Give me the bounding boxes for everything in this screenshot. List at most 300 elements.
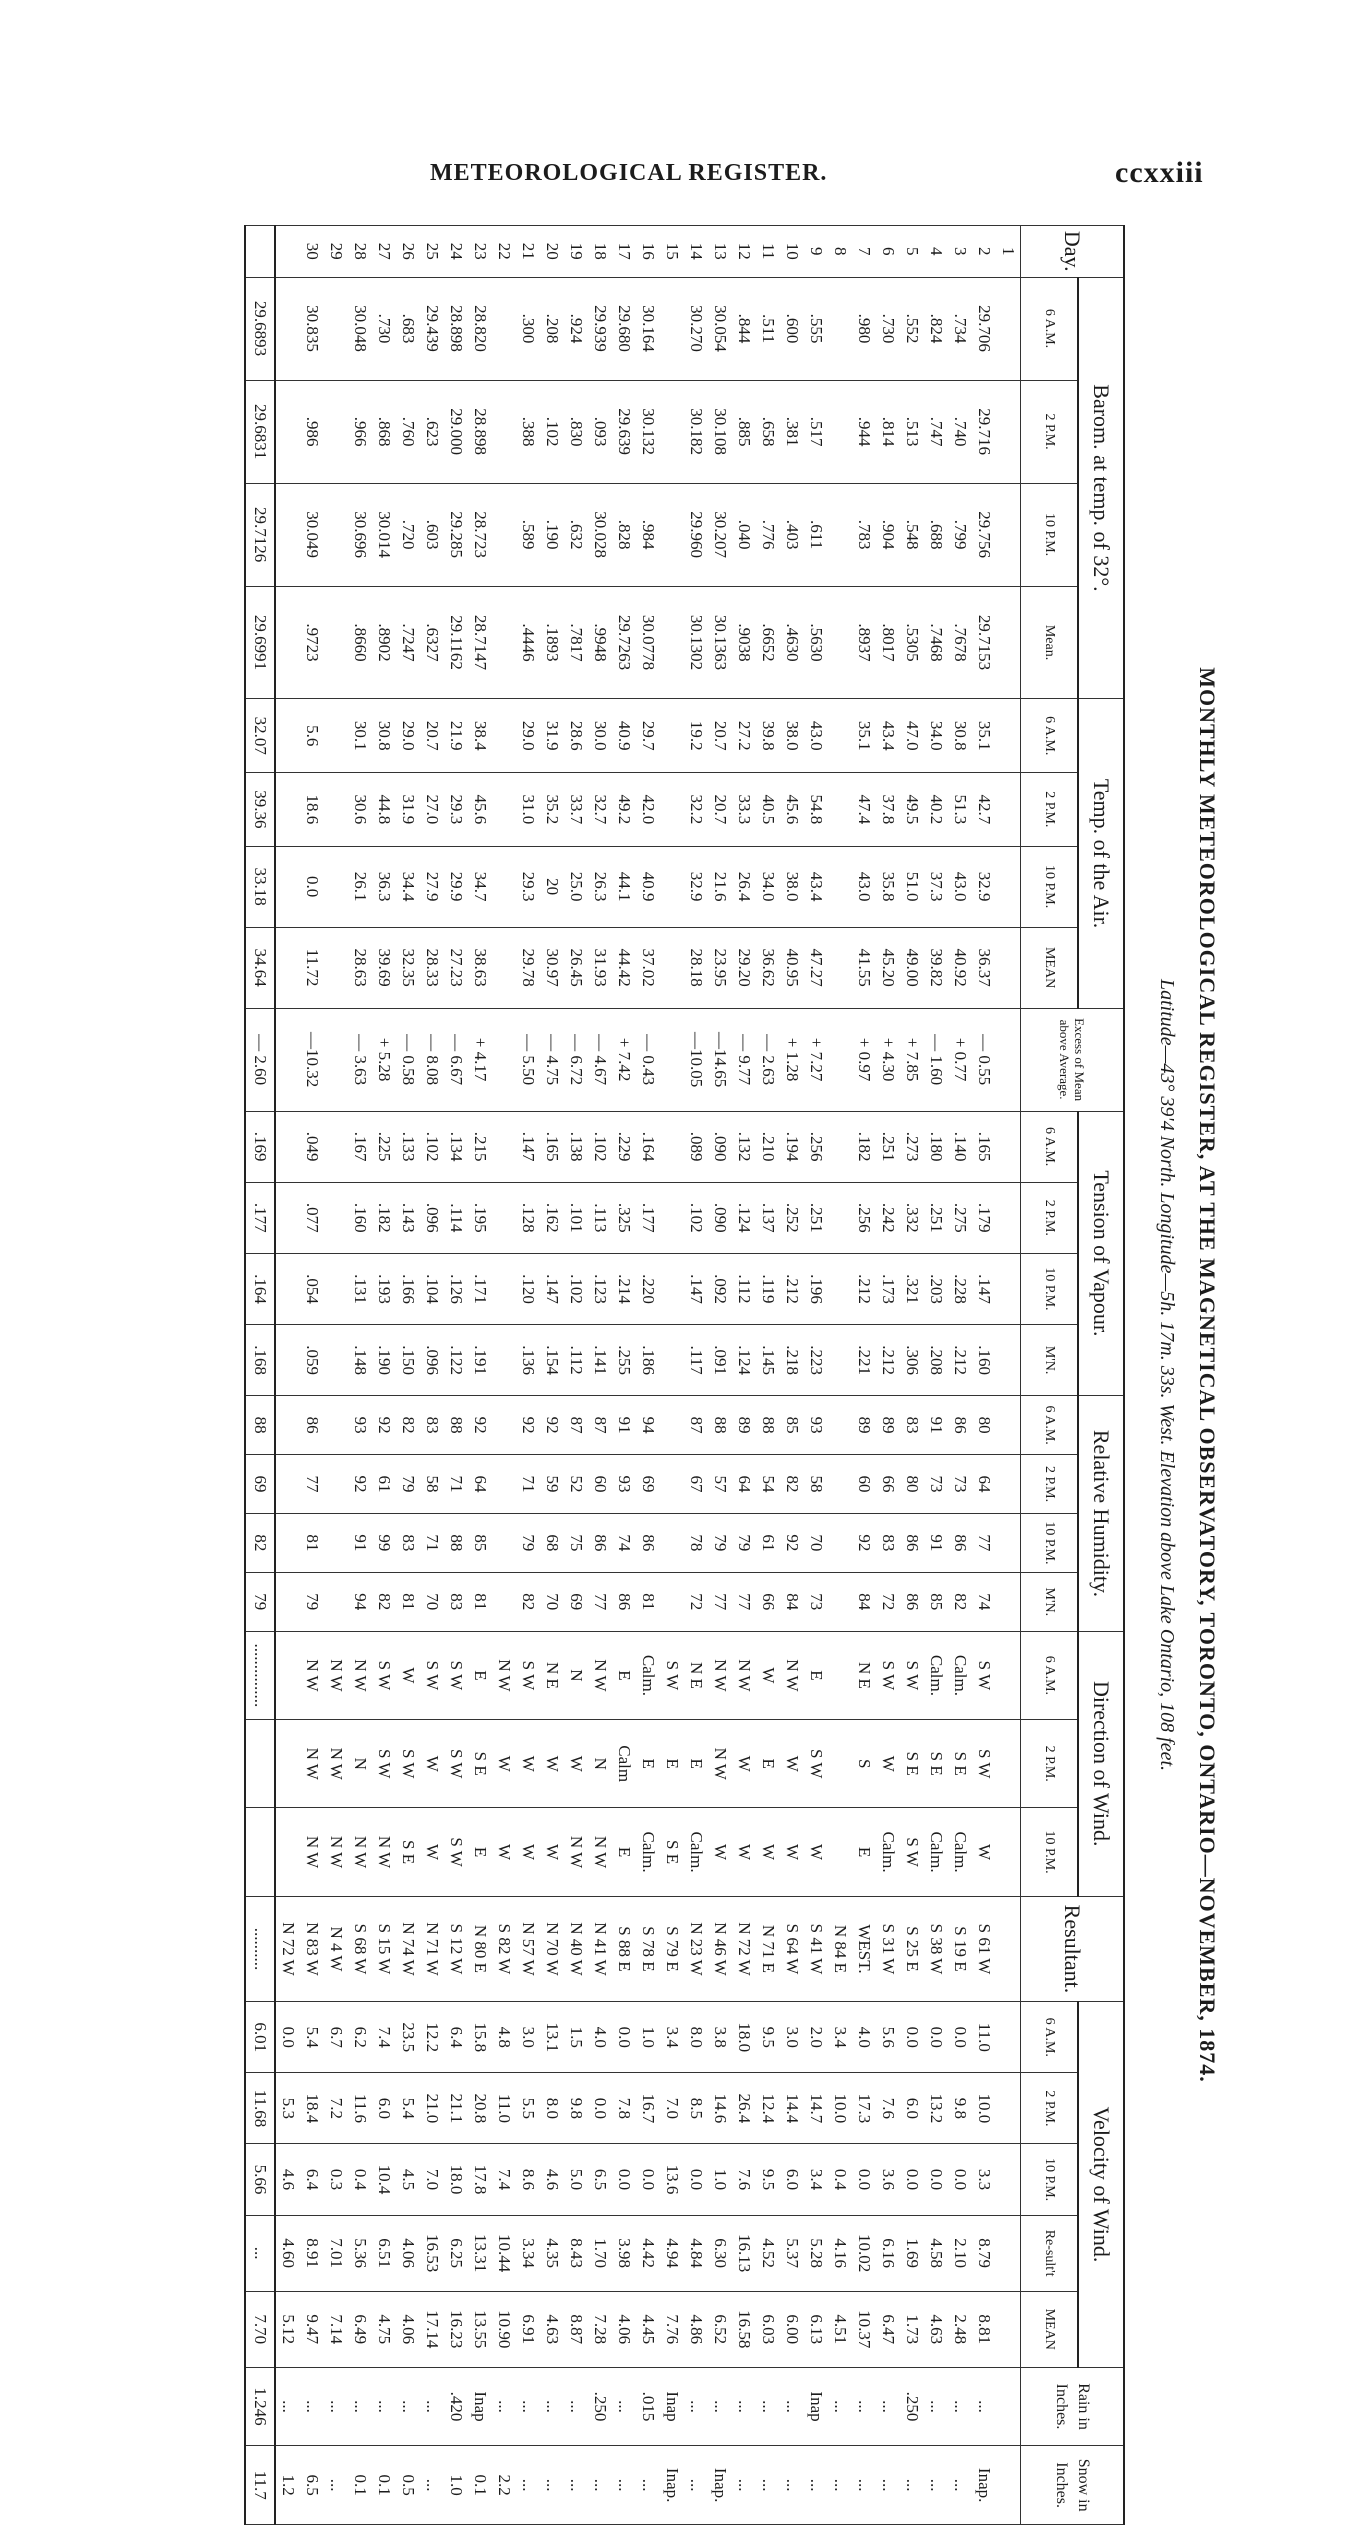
cell-t6: 27.2 [732,699,756,773]
table-row [876,226,900,2525]
cell-tm: 45.20 [876,927,900,1008]
cell-t10 [828,846,852,927]
cell-v10 [275,1253,300,1324]
cell-h10 [828,1513,852,1572]
cell-res [996,1896,1021,2001]
cell-ex: — 4.75 [540,1008,564,1111]
sub-temp-10pm: 10 P.M. [1021,846,1079,927]
cell-v10: .120 [516,1253,540,1324]
cell-hm: 77 [732,1572,756,1631]
cell-h6: 85 [780,1396,804,1455]
cell-vm: .208 [924,1325,948,1396]
cell-t6: 21.9 [444,699,468,773]
table-row [828,226,852,2525]
cell-d10: E [468,1808,492,1896]
cell-w6: 9.5 [756,2002,780,2073]
cell-v10: .196 [804,1253,828,1324]
cell-t6 [660,699,684,773]
cell-v2: .128 [516,1182,540,1253]
cell-bm: .8937 [852,586,876,699]
cell-t2: 54.8 [804,773,828,847]
cell-b2: .517 [804,380,828,483]
cell-h2: 64 [972,1455,996,1514]
cell-v6: .225 [372,1111,396,1182]
cell-vm: .306 [900,1325,924,1396]
cell-v6: .133 [396,1111,420,1182]
cell-d2: S W [396,1720,420,1808]
cell-b2: .381 [780,380,804,483]
cell-h6 [996,1396,1021,1455]
cell-t6 [324,699,348,773]
total-v2: .177 [245,1182,275,1253]
cell-h10 [324,1513,348,1572]
cell-day: 13 [708,226,732,278]
cell-v2: .251 [804,1182,828,1253]
cell-b6: 30.054 [708,277,732,380]
cell-d10: Calm. [876,1808,900,1896]
cell-v6: .102 [588,1111,612,1182]
cell-hm: 77 [708,1572,732,1631]
cell-v2: .179 [972,1182,996,1253]
cell-tm: 47.27 [804,927,828,1008]
cell-t10: 32.9 [972,846,996,927]
cell-w10: 7.4 [492,2144,516,2215]
cell-bm: 30.1363 [708,586,732,699]
total-wm: 7.70 [245,2291,275,2367]
cell-v2: .325 [612,1182,636,1253]
cell-d6: S W [516,1631,540,1719]
cell-d2: N [348,1720,372,1808]
cell-t2: 18.6 [300,773,324,847]
total-t6: 32.07 [245,699,275,773]
cell-w2: 20.8 [468,2073,492,2144]
cell-w6: 23.5 [396,2002,420,2073]
cell-d2: N [588,1720,612,1808]
cell-h6: 87 [564,1396,588,1455]
cell-bm [660,586,684,699]
cell-t2: 31.9 [396,773,420,847]
cell-b6: 29.939 [588,277,612,380]
total-hm: 79 [245,1572,275,1631]
cell-hm [996,1572,1021,1631]
cell-hm: 94 [348,1572,372,1631]
cell-w2: 26.4 [732,2073,756,2144]
cell-t2: 33.7 [564,773,588,847]
cell-h2: 64 [732,1455,756,1514]
cell-rain: .420 [444,2367,468,2446]
cell-hm: 82 [948,1572,972,1631]
cell-v10 [828,1253,852,1324]
cell-w2: 21.1 [444,2073,468,2144]
header-direction: Direction of Wind. [1078,1631,1124,1896]
cell-day: 30 [300,226,324,278]
cell-h2: 57 [708,1455,732,1514]
cell-w2: 0.0 [588,2073,612,2144]
cell-ex: + 5.28 [372,1008,396,1111]
cell-d2: E [684,1720,708,1808]
cell-h10: 92 [780,1513,804,1572]
header-temp: Temp. of the Air. [1078,699,1124,1008]
cell-b10: .040 [732,483,756,586]
cell-w6: 18.0 [732,2002,756,2073]
total-tm: 34.64 [245,927,275,1008]
table-row [492,226,516,2525]
cell-day: 22 [492,226,516,278]
cell-w10: 4.5 [396,2144,420,2215]
cell-b6: .511 [756,277,780,380]
cell-bm: 28.7147 [468,586,492,699]
cell-h10: 85 [468,1513,492,1572]
sub-humidity-10pm: 10 P.M. [1021,1513,1079,1572]
cell-bm: .4630 [780,586,804,699]
cell-wm: 8.87 [564,2291,588,2367]
cell-t6: 35.1 [972,699,996,773]
cell-res: N 23 W [684,1896,708,2001]
cell-bm: .8017 [876,586,900,699]
cell-d2: Calm [612,1720,636,1808]
cell-t10 [660,846,684,927]
cell-w6: 1.0 [636,2002,660,2073]
total-b2: 29.6831 [245,380,275,483]
cell-w2: 14.4 [780,2073,804,2144]
cell-b10: 30.049 [300,483,324,586]
cell-snow: ... [828,2446,852,2525]
cell-v10: .171 [468,1253,492,1324]
cell-bm: .7247 [396,586,420,699]
cell-w6: 3.4 [828,2002,852,2073]
cell-d10: E [612,1808,636,1896]
cell-rain: ... [612,2367,636,2446]
cell-wr: 16.53 [420,2215,444,2291]
cell-hm: 77 [588,1572,612,1631]
sub-humidity-2pm: 2 P.M. [1021,1455,1079,1514]
cell-h6: 87 [588,1396,612,1455]
cell-day: 21 [516,226,540,278]
cell-v10: .102 [564,1253,588,1324]
cell-rain: ... [324,2367,348,2446]
cell-b10: 29.756 [972,483,996,586]
cell-h2: 93 [612,1455,636,1514]
cell-t10: 34.0 [756,846,780,927]
cell-w6: 6.7 [324,2002,348,2073]
cell-b6: 30.270 [684,277,708,380]
cell-h10: 71 [420,1513,444,1572]
cell-w2: 5.4 [396,2073,420,2144]
cell-d6: Calm. [924,1631,948,1719]
cell-vm: .160 [972,1325,996,1396]
cell-d2: N W [324,1720,348,1808]
cell-vm: .212 [876,1325,900,1396]
cell-t10 [275,846,300,927]
cell-vm: .255 [612,1325,636,1396]
cell-hm: 72 [684,1572,708,1631]
cell-h2: 64 [468,1455,492,1514]
cell-hm: 74 [972,1572,996,1631]
cell-b6: 30.835 [300,277,324,380]
cell-d2: W [564,1720,588,1808]
cell-rain: ... [828,2367,852,2446]
cell-day: 8 [828,226,852,278]
cell-res: S 31 W [876,1896,900,2001]
cell-d10 [828,1808,852,1896]
cell-day [275,226,300,278]
cell-b10: 29.285 [444,483,468,586]
cell-b2: .747 [924,380,948,483]
cell-d6: N W [492,1631,516,1719]
cell-h2: 60 [852,1455,876,1514]
cell-w2: 7.8 [612,2073,636,2144]
cell-wr: 8.79 [972,2215,996,2291]
cell-b10 [996,483,1021,586]
cell-w6: 0.0 [900,2002,924,2073]
cell-w2: 5.3 [275,2073,300,2144]
cell-h10: 91 [924,1513,948,1572]
cell-d10: Calm. [636,1808,660,1896]
cell-wm: 1.73 [900,2291,924,2367]
cell-v10 [492,1253,516,1324]
cell-vm: .186 [636,1325,660,1396]
cell-w10: 6.5 [588,2144,612,2215]
cell-w6 [996,2002,1021,2073]
cell-ex: — 6.72 [564,1008,588,1111]
cell-d6: N E [540,1631,564,1719]
cell-wr: 4.94 [660,2215,684,2291]
cell-h10: 68 [540,1513,564,1572]
cell-v10: .104 [420,1253,444,1324]
cell-res: N 57 W [516,1896,540,2001]
cell-t10: 0.0 [300,846,324,927]
cell-ex: + 0.97 [852,1008,876,1111]
cell-b10: .720 [396,483,420,586]
register-subtitle: Latitude—43° 39'4 North. Longitude—5h. 17m. 33s. West. Elevation above Lake Ontario, 108 feet. [1156,978,1178,1772]
cell-h10: 88 [444,1513,468,1572]
cell-w2: 9.8 [948,2073,972,2144]
cell-h6: 92 [468,1396,492,1455]
cell-b10: .799 [948,483,972,586]
cell-bm: 29.7153 [972,586,996,699]
cell-t2: 40.2 [924,773,948,847]
cell-vm: .212 [948,1325,972,1396]
cell-b10: .984 [636,483,660,586]
cell-h6: 89 [732,1396,756,1455]
cell-h2 [660,1455,684,1514]
total-d6: ............... [245,1631,275,1719]
cell-b6 [275,277,300,380]
cell-h10: 86 [636,1513,660,1572]
cell-tm: 26.45 [564,927,588,1008]
cell-day: 14 [684,226,708,278]
cell-day: 16 [636,226,660,278]
cell-bm: .5630 [804,586,828,699]
cell-ex: — 8.08 [420,1008,444,1111]
cell-hm: 82 [516,1572,540,1631]
cell-t10: 40.9 [636,846,660,927]
cell-h2: 66 [876,1455,900,1514]
cell-snow: ... [420,2446,444,2525]
cell-h10 [492,1513,516,1572]
cell-day: 28 [348,226,372,278]
cell-vm [275,1325,300,1396]
cell-d10: W [540,1808,564,1896]
cell-tm: 39.82 [924,927,948,1008]
table-row [948,226,972,2525]
cell-vm: .112 [564,1325,588,1396]
cell-wr: 2.10 [948,2215,972,2291]
cell-v10 [324,1253,348,1324]
cell-v2: .101 [564,1182,588,1253]
cell-d2: W [876,1720,900,1808]
cell-d10: N W [372,1808,396,1896]
cell-h6: 88 [444,1396,468,1455]
cell-rain: ... [852,2367,876,2446]
table-row [900,226,924,2525]
cell-wm: 7.76 [660,2291,684,2367]
cell-h2: 71 [516,1455,540,1514]
cell-rain: ... [924,2367,948,2446]
cell-d10 [996,1808,1021,1896]
table-row [852,226,876,2525]
cell-v10: .220 [636,1253,660,1324]
cell-tm: 38.63 [468,927,492,1008]
total-h2: 69 [245,1455,275,1514]
cell-tm [828,927,852,1008]
cell-h10: 86 [948,1513,972,1572]
cell-snow: 0.5 [396,2446,420,2525]
cell-w6: 11.0 [972,2002,996,2073]
cell-t10: 27.9 [420,846,444,927]
cell-vm: .145 [756,1325,780,1396]
cell-t6: 38.0 [780,699,804,773]
table-row [275,226,300,2525]
cell-b2 [660,380,684,483]
cell-snow: ... [852,2446,876,2525]
table-row [540,226,564,2525]
total-d2 [245,1720,275,1808]
sub-velocity-10pm: 10 P.M. [1021,2144,1079,2215]
cell-b10 [492,483,516,586]
cell-ex: — 2.63 [756,1008,780,1111]
cell-tm: 31.93 [588,927,612,1008]
cell-v6: .090 [708,1111,732,1182]
table-row [708,226,732,2525]
cell-w2: 18.4 [300,2073,324,2144]
cell-b2: .623 [420,380,444,483]
cell-b10: .403 [780,483,804,586]
cell-day: 4 [924,226,948,278]
cell-ex: + 7.85 [900,1008,924,1111]
total-h10: 82 [245,1513,275,1572]
cell-v10: .173 [876,1253,900,1324]
cell-vm: .154 [540,1325,564,1396]
cell-snow: Inap. [972,2446,996,2525]
cell-tm: 40.92 [948,927,972,1008]
cell-snow: ... [924,2446,948,2525]
cell-h6: 89 [852,1396,876,1455]
cell-d10: W [492,1808,516,1896]
cell-w10: 0.4 [828,2144,852,2215]
cell-w10 [996,2144,1021,2215]
cell-hm: 84 [852,1572,876,1631]
cell-bm: .8660 [348,586,372,699]
cell-bm: .9038 [732,586,756,699]
cell-b6: .552 [900,277,924,380]
header-resultant: Resultant. [1021,1896,1125,2001]
cell-t2: 47.4 [852,773,876,847]
cell-d10: N W [300,1808,324,1896]
cell-h2: 67 [684,1455,708,1514]
total-b10: 29.7126 [245,483,275,586]
cell-d6: S W [372,1631,396,1719]
cell-ex: — 4.67 [588,1008,612,1111]
cell-snow: ... [948,2446,972,2525]
cell-bm: .6327 [420,586,444,699]
cell-d10: N W [348,1808,372,1896]
cell-d10: W [732,1808,756,1896]
table-row [996,226,1021,2525]
cell-rain: ... [684,2367,708,2446]
cell-wr: 1.69 [900,2215,924,2291]
cell-v6 [275,1111,300,1182]
table-row [612,226,636,2525]
cell-w6: 0.0 [612,2002,636,2073]
cell-v10: .203 [924,1253,948,1324]
cell-d10: Calm. [924,1808,948,1896]
cell-res: S 61 W [972,1896,996,2001]
cell-rain: ... [396,2367,420,2446]
cell-b6: .730 [876,277,900,380]
cell-w6: 3.0 [780,2002,804,2073]
cell-snow: 0.1 [348,2446,372,2525]
cell-wm: 16.58 [732,2291,756,2367]
cell-d6: S W [660,1631,684,1719]
table-row [756,226,780,2525]
total-b6: 29.6893 [245,277,275,380]
cell-t10: 29.3 [516,846,540,927]
cell-wm: 13.55 [468,2291,492,2367]
total-w6: 6.01 [245,2002,275,2073]
cell-t2 [828,773,852,847]
cell-h10: 74 [612,1513,636,1572]
cell-rain: .250 [900,2367,924,2446]
cell-tm: 39.69 [372,927,396,1008]
cell-wm: 6.03 [756,2291,780,2367]
cell-b10: 28.723 [468,483,492,586]
table-row [780,226,804,2525]
cell-h6: 86 [300,1396,324,1455]
cell-h10: 83 [396,1513,420,1572]
cell-ex: + 1.28 [780,1008,804,1111]
cell-hm: 70 [540,1572,564,1631]
cell-t6: 30.1 [348,699,372,773]
cell-tm [275,927,300,1008]
cell-h10: 79 [732,1513,756,1572]
cell-t10: 25.0 [564,846,588,927]
cell-h10: 99 [372,1513,396,1572]
cell-t10 [324,846,348,927]
cell-t10: 51.0 [900,846,924,927]
cell-t10: 36.3 [372,846,396,927]
cell-v6: .147 [516,1111,540,1182]
cell-v2: .114 [444,1182,468,1253]
cell-h6: 88 [708,1396,732,1455]
cell-h6: 92 [540,1396,564,1455]
cell-b2: .986 [300,380,324,483]
header-day: Day. [1021,226,1125,278]
cell-h10: 92 [852,1513,876,1572]
cell-w10: 0.0 [636,2144,660,2215]
cell-t6 [996,699,1021,773]
cell-hm [660,1572,684,1631]
